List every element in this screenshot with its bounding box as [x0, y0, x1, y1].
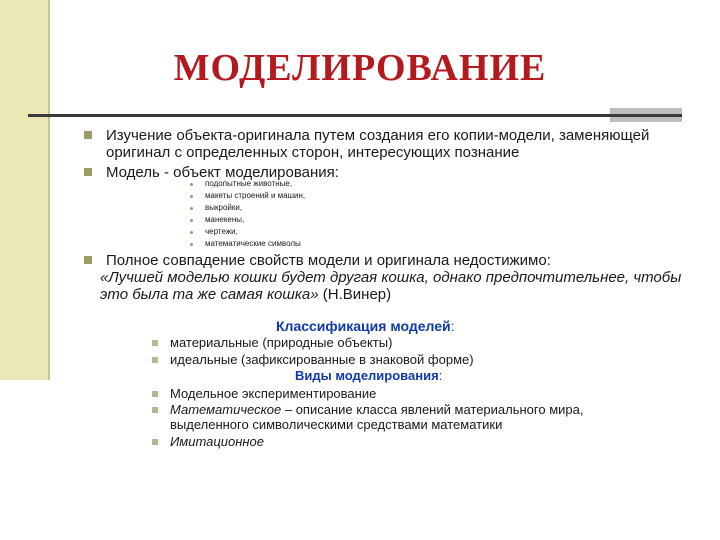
sub-bullet-dot-icon	[190, 219, 193, 222]
sub-item: чертежи,	[205, 227, 238, 236]
title-rule	[28, 114, 682, 117]
quote-author: (Н.Винер)	[322, 286, 392, 303]
sub-bullet-dot-icon	[190, 207, 193, 210]
sub-bullet-dot-icon	[190, 195, 193, 198]
kinds-item-italic: Имитационное	[170, 434, 265, 449]
kinds-item	[170, 402, 640, 432]
sub-bullet-dot-icon	[190, 183, 193, 186]
bullet-definition: Изучение объекта-оригинала путем создания его копии-модели, заменяющей оригинал с определенных сторон, интересующих познание	[106, 127, 650, 161]
sub-item: манекены,	[205, 215, 245, 224]
sub-bullet-dot-icon	[190, 243, 193, 246]
kinds-heading-text: Виды моделирования	[295, 368, 439, 383]
kinds-item	[170, 434, 264, 449]
bullet-square-icon	[152, 407, 158, 413]
kinds-item-italic: Математическое	[170, 402, 282, 417]
classification-item: идеальные (зафиксированные в знаковой форме)	[170, 352, 474, 367]
sub-item: выкройки,	[205, 203, 243, 212]
bullet-square-icon	[152, 391, 158, 397]
kinds-heading	[295, 368, 442, 383]
quote-text: «Лучшей моделью кошки будет другая кошка, однако предпочтительнее, чтобы это была та же самая кошка»	[100, 269, 682, 303]
sub-item: макеты строений и машин,	[205, 191, 306, 200]
sub-item: математические символы	[205, 239, 301, 248]
sub-bullet-dot-icon	[190, 231, 193, 234]
bullet-square-icon	[84, 131, 92, 139]
bullet-square-icon	[152, 340, 158, 346]
bullet-model-object: Модель - объект моделирования:	[106, 164, 339, 181]
classification-item: материальные (природные объекты)	[170, 335, 393, 350]
kinds-colon: :	[438, 368, 443, 383]
sub-item: подопытные животные,	[205, 179, 293, 188]
kinds-item-rest: – описание класса явлений материального мира, выделенного символическими средствами математики	[170, 402, 584, 432]
bullet-square-icon	[84, 256, 92, 264]
classification-heading-text: Классификация моделей	[276, 318, 451, 334]
classification-heading	[276, 318, 455, 334]
kinds-item: Модельное экспериментирование	[170, 386, 377, 401]
bullet-match: Полное совпадение свойств модели и оригинала недостижимо:	[106, 252, 551, 269]
classification-colon: :	[450, 318, 455, 334]
quote	[100, 269, 690, 303]
bullet-square-icon	[152, 439, 158, 445]
slide-title: МОДЕЛИРОВАНИЕ	[173, 47, 547, 89]
bullet-square-icon	[84, 168, 92, 176]
bullet-square-icon	[152, 357, 158, 363]
